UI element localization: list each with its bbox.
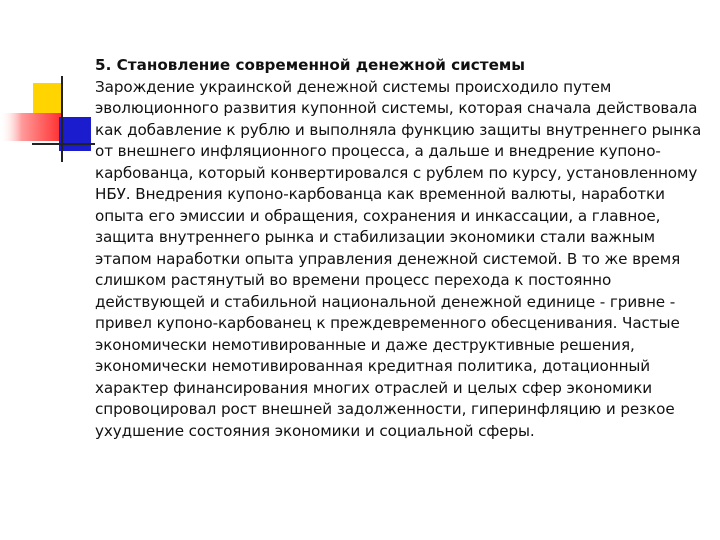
slide-title: 5. Становление современной денежной системы — [95, 56, 526, 74]
slide-text-block — [95, 55, 715, 442]
slide-body: Зарождение украинской денежной системы происходило путем эволюционного развития купонной системы, которая сначала действовала как добавление к рублю и выполняла функцию защиты внутреннего рынка от внешнего инфляционного процесса, а дальше и внедрение купоно-карбованца, который конвертировался с рублем по курсу, установленному НБУ. Внедрения купоно-карбованца как временной валюты, наработки опыта его эмиссии и обращения, сохранения и инкассации, а главное, защита внутреннего рынка и стабилизации экономики стали важным этапом наработки опыта управления денежной системой. В то же время слишком растянутый во времени процесс перехода к постоянно действующей и стабильной национальной денежной единице - гривне - привел купоно-карбованец к преждевременного обесценивания. Частые экономически немотивированные и даже деструктивные решения, экономически немотивированная кредитная политика, дотационный характер финансирования многих отраслей и целых сфер экономики спровоцировал рост внешней задолженности, гиперинфляцию и резкое ухудшение состояния экономики и социальной сферы. — [95, 77, 702, 440]
blue-square — [59, 117, 91, 151]
decorative-color-blocks — [0, 0, 100, 170]
red-gradient-bar — [0, 113, 62, 141]
